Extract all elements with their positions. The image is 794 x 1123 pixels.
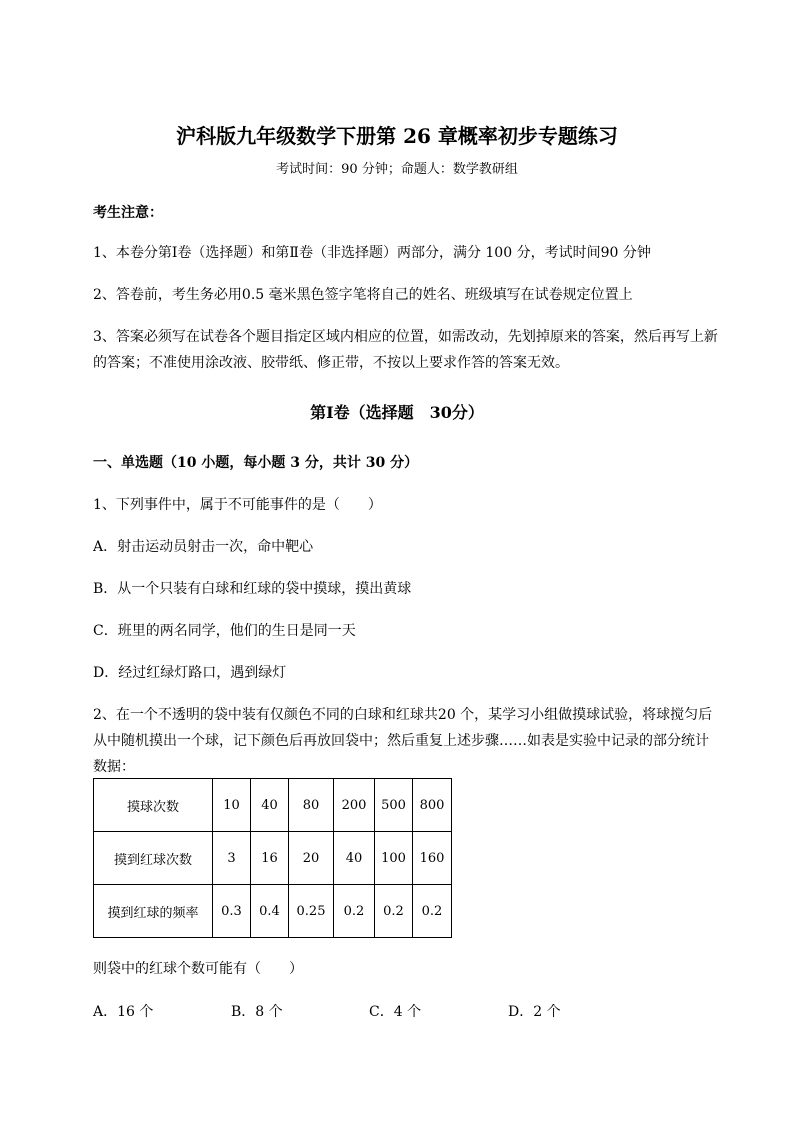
- table-cell: 800: [413, 779, 452, 832]
- row-label: 摸到红球次数: [94, 832, 213, 885]
- table-cell: 0.3: [213, 885, 251, 938]
- row-label: 摸球次数: [94, 779, 213, 832]
- table-cell: 40: [251, 779, 289, 832]
- table-cell: 0.2: [375, 885, 413, 938]
- q2-ask: 则袋中的红球个数可能有（ ）: [93, 961, 303, 977]
- table-cell: 200: [334, 779, 375, 832]
- q2-option-c: C．4 个: [369, 1004, 422, 1020]
- q1-stem: 1、下列事件中，属于不可能事件的是（ ）: [93, 497, 382, 513]
- row-label: 摸到红球的频率: [94, 885, 213, 938]
- table-cell: 0.2: [413, 885, 452, 938]
- table-cell: 0.25: [289, 885, 334, 938]
- table-cell: 100: [375, 832, 413, 885]
- q1-option-b: B．从一个只装有白球和红球的袋中摸球，摸出黄球: [93, 581, 412, 597]
- section-title: 第Ⅰ卷（选择题 30分）: [310, 403, 484, 422]
- notice-heading: 考生注意：: [93, 205, 163, 221]
- notice-item-2: 2、答卷前，考生务必用0.5 毫米黑色签字笔将自己的姓名、班级填写在试卷规定位置上: [93, 287, 633, 303]
- notice-item-3-cont: 的答案；不准使用涂改液、胶带纸、修正带，不按以上要求作答的答案无效。: [93, 355, 569, 371]
- q2-option-b: B．8 个: [231, 1004, 283, 1020]
- table-cell: 160: [413, 832, 452, 885]
- q1-option-d: D．经过红绿灯路口，遇到绿灯: [93, 665, 287, 681]
- exam-info: 考试时间：90 分钟；命题人：数学教研组: [276, 162, 518, 177]
- page-title: 沪科版九年级数学下册第 26 章概率初步专题练习: [176, 124, 618, 148]
- table-row: [94, 832, 452, 885]
- q1-option-c: C．班里的两名同学，他们的生日是同一天: [93, 623, 356, 639]
- part-heading: 一、单选题（10 小题，每小题 3 分，共计 30 分）: [93, 455, 419, 471]
- table-row: [94, 779, 452, 832]
- notice-item-1: 1、本卷分第Ⅰ卷（选择题）和第Ⅱ卷（非选择题）两部分，满分 100 分，考试时间90 分钟: [93, 245, 651, 261]
- table-cell: 500: [375, 779, 413, 832]
- table-cell: 10: [213, 779, 251, 832]
- table-cell: 3: [213, 832, 251, 885]
- table-cell: 20: [289, 832, 334, 885]
- q2-option-a: A．16 个: [93, 1004, 154, 1020]
- q1-option-a: A．射击运动员射击一次，命中靶心: [93, 539, 314, 555]
- table-cell: 40: [334, 832, 375, 885]
- q2-stem-line-3: 数据：: [93, 759, 135, 775]
- table-cell: 16: [251, 832, 289, 885]
- table-cell: 0.2: [334, 885, 375, 938]
- notice-item-3: 3、答案必须写在试卷各个题目指定区域内相应的位置，如需改动，先划掉原来的答案，然后再写上新: [93, 329, 718, 345]
- q2-stem-line-2: 从中随机摸出一个球，记下颜色后再放回袋中；然后重复上述步骤……如表是实验中记录的部分统计: [93, 733, 709, 749]
- table-cell: 0.4: [251, 885, 289, 938]
- q2-stem-line-1: 2、在一个不透明的袋中装有仅颜色不同的白球和红球共20 个，某学习小组做摸球试验，将球搅匀后: [93, 707, 713, 723]
- table-row: [94, 885, 452, 938]
- q2-option-d: D．2 个: [508, 1004, 561, 1020]
- table-cell: 80: [289, 779, 334, 832]
- stats-table: [93, 778, 452, 938]
